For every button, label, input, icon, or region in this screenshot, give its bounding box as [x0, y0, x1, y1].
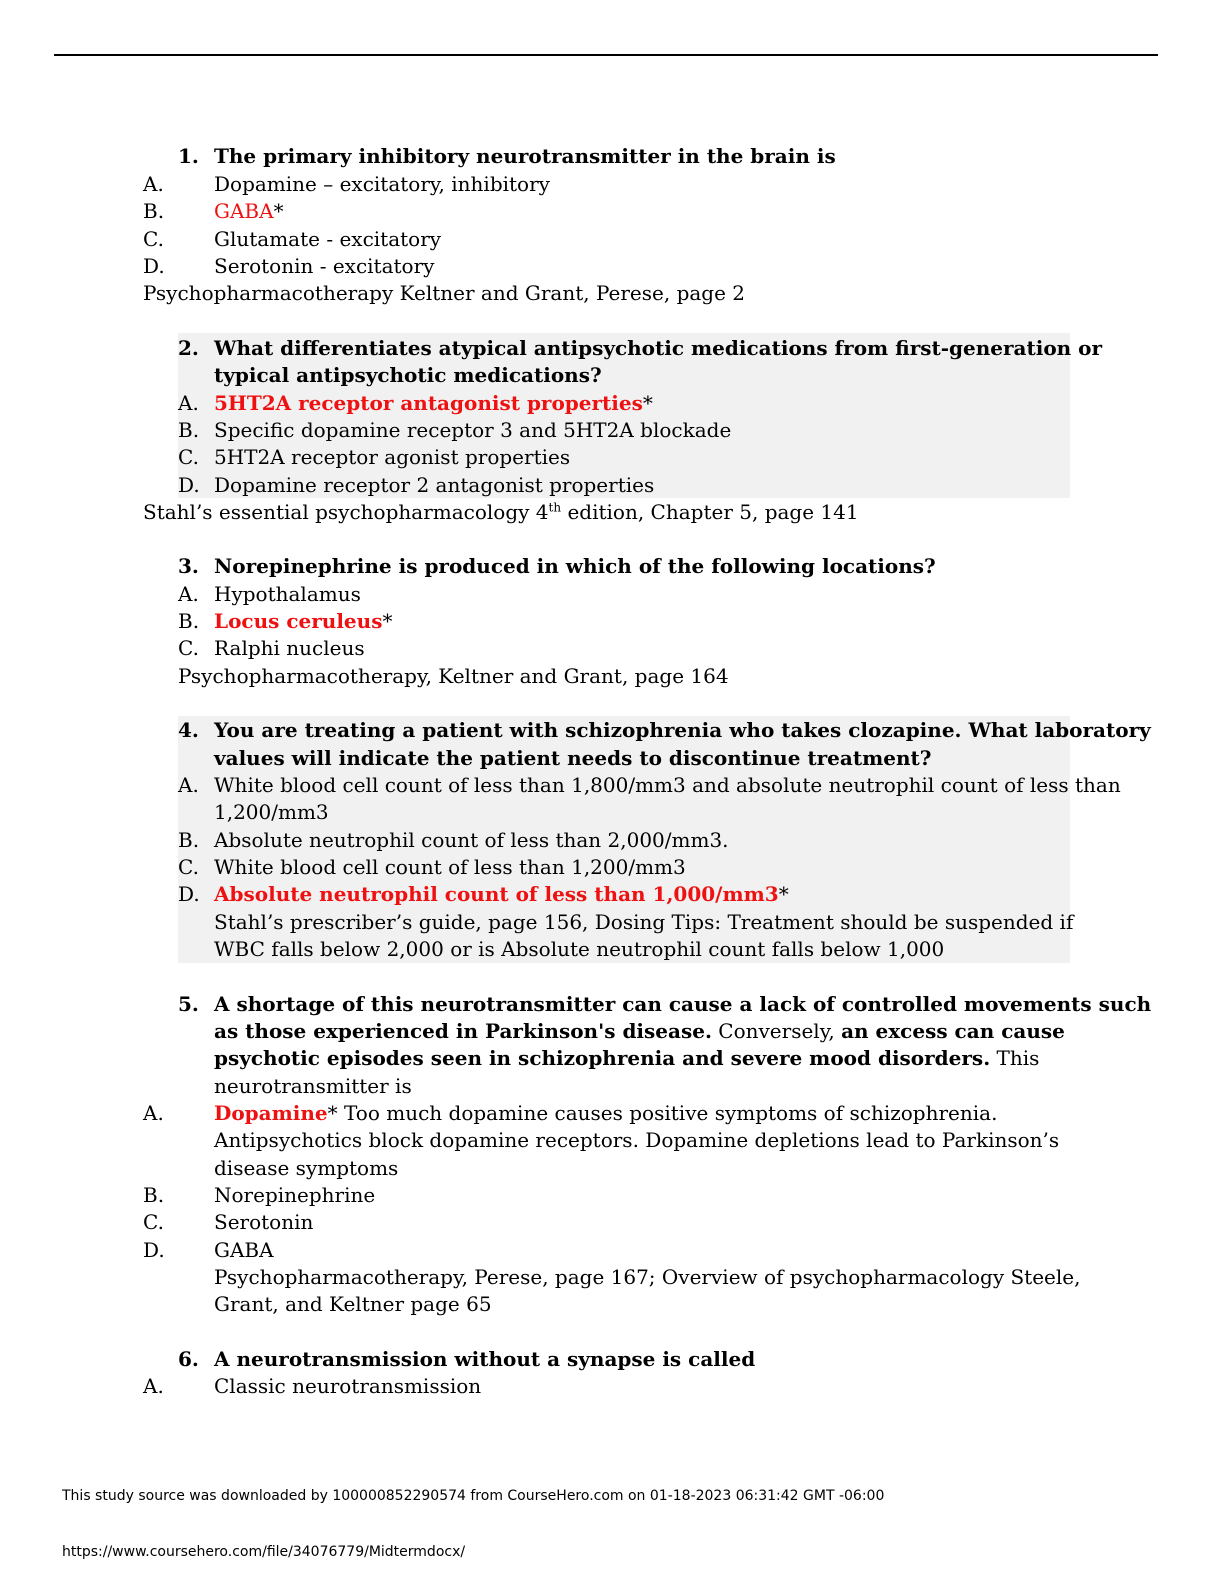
- option-c: Serotonin: [214, 1210, 314, 1234]
- answer-star: *: [778, 882, 789, 906]
- correct-answer: 5HT2A receptor antagonist properties: [214, 391, 643, 415]
- option-c: White blood cell count of less than 1,200/mm3: [214, 855, 686, 879]
- option-letter: B.: [178, 609, 200, 633]
- option-a: Classic neurotransmission: [214, 1374, 482, 1398]
- question-text-line-3: [214, 1045, 1039, 1072]
- reference: Psychopharmacotherapy Keltner and Grant, Perese, page 2: [143, 281, 746, 305]
- top-rule: [54, 54, 1158, 56]
- question-text: Norepinephrine is produced in which of the following locations?: [214, 554, 936, 578]
- question-text-bold: an excess can cause: [841, 1019, 1065, 1043]
- option-c: 5HT2A receptor agonist properties: [214, 445, 571, 469]
- answer-star: *: [642, 391, 653, 415]
- option-b: [214, 198, 284, 225]
- option-letter: D.: [178, 473, 200, 497]
- option-letter: A.: [143, 1101, 164, 1125]
- option-letter: A.: [178, 391, 199, 415]
- question-number: 1.: [178, 144, 199, 168]
- question-text: The primary inhibitory neurotransmitter in the brain is: [214, 144, 836, 168]
- option-a: Dopamine – excitatory, inhibitory: [214, 172, 550, 196]
- question-text-cont: values will indicate the patient needs to discontinue treatment?: [214, 746, 932, 770]
- option-letter: B.: [178, 418, 200, 442]
- question-number: 2.: [178, 336, 199, 360]
- reference-text: Stahl’s essential psychopharmacology 4: [143, 500, 549, 524]
- question-text-plain: This: [990, 1046, 1040, 1070]
- reference-superscript: th: [548, 500, 562, 515]
- option-letter: D.: [143, 1238, 165, 1262]
- option-letter: B.: [143, 1183, 165, 1207]
- option-b: Specific dopamine receptor 3 and 5HT2A blockade: [214, 418, 732, 442]
- question-text: A shortage of this neurotransmitter can cause a lack of controlled movements such: [214, 992, 1152, 1016]
- question-number: 4.: [178, 718, 199, 742]
- option-letter: B.: [178, 828, 200, 852]
- reference: [143, 499, 859, 526]
- question-text: A neurotransmission without a synapse is called: [214, 1347, 756, 1371]
- question-number: 3.: [178, 554, 199, 578]
- option-a-cont: Antipsychotics block dopamine receptors. Dopamine depletions lead to Parkinson’s: [214, 1128, 1060, 1152]
- option-a: Hypothalamus: [214, 582, 361, 606]
- option-letter: C.: [178, 855, 199, 879]
- option-b: [214, 608, 392, 635]
- question-text-bold: psychotic episodes seen in schizophrenia and severe mood disorders.: [214, 1046, 991, 1070]
- correct-answer: Locus ceruleus: [214, 609, 383, 633]
- option-letter: D.: [178, 882, 200, 906]
- question-text: What differentiates atypical antipsychotic medications from first-generation or: [214, 336, 1103, 360]
- option-letter: C.: [178, 445, 199, 469]
- question-number: 5.: [178, 992, 199, 1016]
- question-text-plain: Conversely,: [711, 1019, 842, 1043]
- reference: Stahl’s prescriber’s guide, page 156, Dosing Tips: Treatment should be suspended if: [214, 910, 1074, 934]
- reference-cont: WBC falls below 2,000 or is Absolute neutrophil count falls below 1,000: [214, 937, 945, 961]
- option-letter: D.: [143, 254, 165, 278]
- option-b: Absolute neutrophil count of less than 2,000/mm3.: [214, 828, 729, 852]
- option-a: [214, 1100, 997, 1127]
- option-letter: A.: [143, 172, 164, 196]
- option-b: Norepinephrine: [214, 1183, 376, 1207]
- option-letter: A.: [143, 1374, 164, 1398]
- option-letter: B.: [143, 199, 165, 223]
- question-text-cont: typical antipsychotic medications?: [214, 363, 602, 387]
- correct-answer: GABA: [214, 199, 274, 223]
- option-a-cont: 1,200/mm3: [214, 800, 329, 824]
- option-a: White blood cell count of less than 1,800/mm3 and absolute neutrophil count of less than: [214, 773, 1121, 797]
- option-letter: A.: [178, 773, 199, 797]
- question-text-line-4: neurotransmitter is: [214, 1074, 412, 1098]
- correct-answer: Absolute neutrophil count of less than 1,000/mm3: [214, 882, 779, 906]
- answer-star: *: [273, 199, 284, 223]
- question-text-line-2: [214, 1018, 1065, 1045]
- question-text: You are treating a patient with schizophrenia who takes clozapine. What laboratory: [214, 718, 1151, 742]
- correct-answer: Dopamine: [214, 1101, 328, 1125]
- option-d: Dopamine receptor 2 antagonist properties: [214, 473, 655, 497]
- download-notice: This study source was downloaded by 100000852290574 from CourseHero.com on 01-18-2023 06:31:42 GMT -06:00: [62, 1488, 885, 1504]
- option-c: Ralphi nucleus: [214, 636, 365, 660]
- reference: Psychopharmacotherapy, Perese, page 167; Overview of psychopharmacology Steele,: [214, 1265, 1081, 1289]
- option-letter: C.: [178, 636, 199, 660]
- option-a-cont-2: disease symptoms: [214, 1156, 399, 1180]
- option-letter: A.: [178, 582, 199, 606]
- option-a: [214, 390, 653, 417]
- question-number: 6.: [178, 1347, 199, 1371]
- option-d: Serotonin - excitatory: [214, 254, 435, 278]
- reference-text-cont: edition, Chapter 5, page 141: [561, 500, 859, 524]
- option-letter: C.: [143, 227, 164, 251]
- option-d: GABA: [214, 1238, 274, 1262]
- option-d: [214, 881, 789, 908]
- answer-star: *: [382, 609, 393, 633]
- source-url-link[interactable]: https://www.coursehero.com/file/34076779/Midtermdocx/: [62, 1544, 466, 1560]
- reference: Psychopharmacotherapy, Keltner and Grant, page 164: [178, 664, 729, 688]
- option-a-explanation: * Too much dopamine causes positive symptoms of schizophrenia.: [327, 1101, 998, 1125]
- option-c: Glutamate - excitatory: [214, 227, 442, 251]
- reference-cont: Grant, and Keltner page 65: [214, 1292, 492, 1316]
- option-letter: C.: [143, 1210, 164, 1234]
- question-text-bold: as those experienced in Parkinson's disease.: [214, 1019, 712, 1043]
